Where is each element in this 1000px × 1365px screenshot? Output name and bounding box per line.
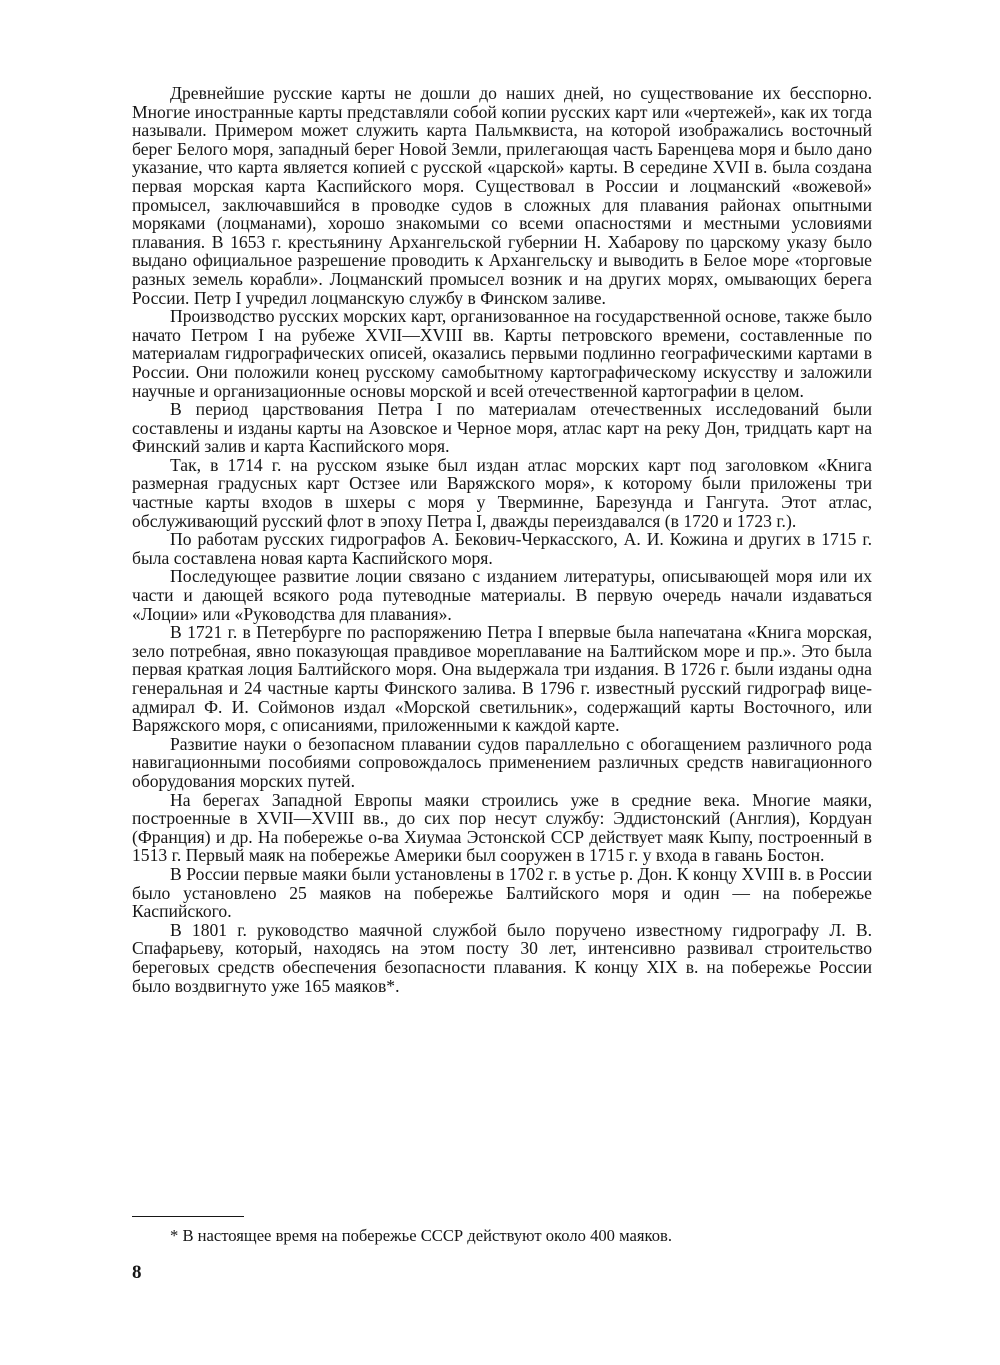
footnote: * В настоящее время на побережье СССР действуют около 400 маяков.: [170, 1226, 672, 1245]
paragraph: Производство русских морских карт, организованное на государственной основе, также было начато Петром I на рубеже XVII—XVIII вв. Карты петровского времени, составленные по материалам гидрографических описей, оказались первыми подлинно географическими картами в России. Они положили конец русскому самобытному картографическому искусству и заложили научные и организационные основы морской и всей отечественной картографии в целом.: [132, 306, 872, 401]
paragraph: В России первые маяки были установлены в 1702 г. в устье р. Дон. К концу XVIII в. в России было установлено 25 маяков на побережье Балтийского моря и один — на побережье Каспийского.: [132, 863, 872, 922]
paragraph: На берегах Западной Европы маяки строились уже в средние века. Многие маяки, построенные в XVII—XVIII вв., до сих пор несут службу: Эддистонский (Англия), Кордуан (Франция) и др. На побережье о-ва Хиумаа Эстонской ССР действует маяк Кыпу, построенный в 1513 г. Первый маяк на побережье Америки был сооружен в 1715 г. у входа в гавань Бостон.: [132, 789, 872, 866]
paragraph: По работам русских гидрографов А. Бекович-Черкасского, А. И. Кожина и других в 1715 г. была составлена новая карта Каспийского моря.: [132, 529, 872, 568]
body-text: [132, 84, 872, 995]
paragraph: Последующее развитие лоции связано с изданием литературы, описывающей моря или их части и дающей всякого рода путеводные материалы. В первую очередь начали издаваться «Лоции» или «Руководства для плавания».: [132, 566, 872, 624]
page-number: 8: [132, 1262, 142, 1283]
paragraph: В период царствования Петра I по материалам отечественных исследований были составлены и изданы карты на Азовское и Черное моря, атлас карт на реку Дон, тридцать карт на Финский залив и карта Каспийского моря.: [132, 399, 872, 457]
footnote-divider: [132, 1216, 244, 1217]
paragraph: Развитие науки о безопасном плавании судов параллельно с обогащением различного рода навигационными пособиями сопровождалось применением различных средств навигационного оборудования морских путей.: [132, 733, 872, 791]
paragraph: Так, в 1714 г. на русском языке был издан атлас морских карт под заголовком «Книга размерная градусных карт Остзее или Варяжского моря», к которому были приложены три частные карты входов в шхеры с моря у Тверминне, Барезунда и Гангута. Этот атлас, обслуживающий русский флот в эпоху Петра I, дважды переиздавался (в 1720 и 1723 г.).: [132, 454, 872, 531]
paragraph: Древнейшие русские карты не дошли до наших дней, но существование их бесспорно. Многие иностранные карты представляли собой копии русских карт или «чертежей», как их тогда называли. Примером может служить карта Пальмквиста, на которой изображались восточный берег Белого моря, западный берег Новой Земли, прилегающая часть Баренцева моря и было дано указание, что карта является копией с русской «царской» карты. В середине XVII в. была создана первая морская карта Каспийского моря. Существовал в России и лоцманский «вожевой» промысел, заключавшийся в проводке судов в сложных для плавания районах опытными моряками (лоцманами), хорошо знакомыми со всеми опасностями и местными условиями плавания. В 1653 г. крестьянину Архангельской губернии Н. Хабарову по царскому указу было выдано официальное разрешение проводить к Архангельску и выводить в Белое море «торговые разных земель корабли». Лоцманский промысел возник и на других морях, омывающих берега России. Петр I учредил лоцманскую службу в Финском заливе.: [132, 83, 872, 308]
paragraph: В 1801 г. руководство маячной службой было поручено известному гидрографу Л. В. Спафарьеву, который, находясь на этом посту 30 лет, интенсивно развивал строительство береговых средств обеспечения безопасности плавания. К концу XIX в. на побережье России было воздвигнуто уже 165 маяков*.: [132, 919, 872, 996]
paragraph: В 1721 г. в Петербурге по распоряжению Петра I впервые была напечатана «Книга морская, зело потребная, явно показующая правдивое мореплавание на Балтийском море и пр.». Это была первая краткая лоция Балтийского моря. Она выдержала три издания. В 1726 г. были изданы одна генеральная и 24 частные карты Финского залива. В 1796 г. известный русский гидрограф вице-адмирал Ф. И. Соймонов издал «Морской светильник», содержащий карты Восточного, или Варяжского моря, с описаниями, приложенными к каждой карте.: [132, 622, 872, 736]
